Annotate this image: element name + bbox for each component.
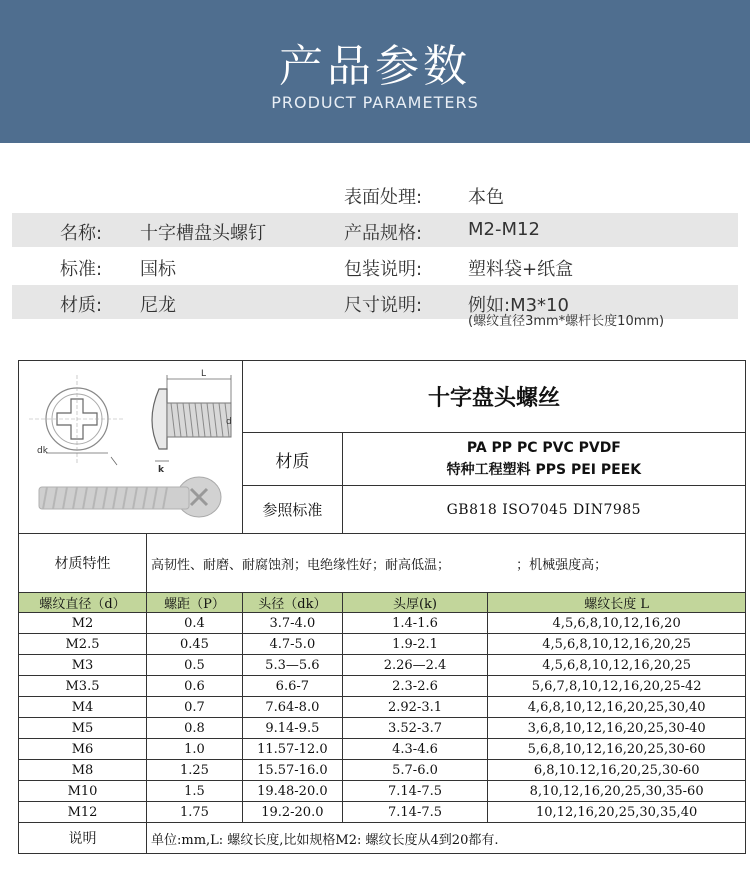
cell-p: 1.25 xyxy=(146,760,242,781)
cell-dk: 19.2-20.0 xyxy=(242,802,342,823)
cell-d: M12 xyxy=(19,802,147,823)
cell-l: 3,6,8,10,12,16,20,25,30-40 xyxy=(488,718,746,739)
cell-d: M3 xyxy=(19,655,147,676)
cell-d: M3.5 xyxy=(19,676,147,697)
material-line-2: 特种工程塑料 PPS PEI PEEK xyxy=(446,462,642,479)
param-key-material: 材质: xyxy=(60,295,103,316)
param-row-surface xyxy=(12,176,738,212)
banner xyxy=(0,0,750,143)
material-line-1: PA PP PC PVC PVDF xyxy=(466,440,621,457)
header-head-thickness: 头厚(k) xyxy=(342,593,488,613)
cell-d: M6 xyxy=(19,739,147,760)
l-label: L xyxy=(201,369,207,379)
param-value-size: 例如:M3*10 xyxy=(468,295,569,316)
cell-dk: 9.14-9.5 xyxy=(242,718,342,739)
cell-d: M2.5 xyxy=(19,634,147,655)
param-key-name: 名称: xyxy=(60,223,103,244)
params-list xyxy=(12,176,738,329)
cell-p: 1.75 xyxy=(146,802,242,823)
material-label: 材质 xyxy=(242,432,342,486)
size-note: (螺纹直径3mm*螺杆长度10mm) xyxy=(468,314,665,329)
table-row xyxy=(19,781,746,802)
table-row xyxy=(19,802,746,823)
cell-l: 8,10,12,16,20,25,30,35-60 xyxy=(488,781,746,802)
cell-d: M4 xyxy=(19,697,147,718)
cell-l: 4,5,6,8,10,12,16,20,25 xyxy=(488,655,746,676)
cell-dk: 15.57-16.0 xyxy=(242,760,342,781)
cell-d: M8 xyxy=(19,760,147,781)
dk-label: dk xyxy=(37,446,49,456)
cell-dk: 11.57-12.0 xyxy=(242,739,342,760)
page-title: 产品参数 xyxy=(279,41,471,92)
product-title: 十字盘头螺丝 xyxy=(242,361,745,433)
table-row xyxy=(19,676,746,697)
table-row xyxy=(19,655,746,676)
cell-k: 1.9-2.1 xyxy=(342,634,488,655)
cell-dk: 19.48-20.0 xyxy=(242,781,342,802)
cell-l: 4,5,6,8,10,12,16,20,25 xyxy=(488,634,746,655)
param-row-name xyxy=(12,212,738,248)
table-row xyxy=(19,634,746,655)
cell-p: 0.45 xyxy=(146,634,242,655)
param-key-size: 尺寸说明: xyxy=(344,295,423,316)
property-value: 高韧性、耐磨、耐腐蚀剂；电绝缘性好；耐高低温； ；机械强度高； xyxy=(146,534,745,593)
param-row-standard xyxy=(12,248,738,284)
footer-note: 单位:mm,L: 螺纹长度,比如规格M2: 螺纹长度从4到20都有. xyxy=(146,823,745,854)
cell-p: 1.0 xyxy=(146,739,242,760)
property-label: 材质特性 xyxy=(19,534,147,593)
cell-l: 4,5,6,8,10,12,16,20 xyxy=(488,613,746,634)
cell-p: 1.5 xyxy=(146,781,242,802)
table-row xyxy=(19,697,746,718)
table-row xyxy=(19,760,746,781)
param-value-spec: M2-M12 xyxy=(468,219,540,240)
cell-l: 6,8,10.12,16,20,25,30-60 xyxy=(488,760,746,781)
standard-label: 参照标准 xyxy=(242,486,342,534)
cell-k: 2.26—2.4 xyxy=(342,655,488,676)
d-label: d xyxy=(226,417,233,427)
k-label: k xyxy=(158,465,165,475)
param-value-surface: 本色 xyxy=(468,187,504,208)
cell-l: 4,6,8,10,12,16,20,25,30,40 xyxy=(488,697,746,718)
table-row xyxy=(19,718,746,739)
header-diameter: 螺纹直径（d） xyxy=(19,593,147,613)
standard-value: GB818 ISO7045 DIN7985 xyxy=(342,486,745,534)
cell-l: 5,6,7,8,10,12,16,20,25-42 xyxy=(488,676,746,697)
header-head-diameter: 头径（dk） xyxy=(242,593,342,613)
param-value-packaging: 塑料袋+纸盒 xyxy=(468,259,574,280)
cell-dk: 4.7-5.0 xyxy=(242,634,342,655)
page-subtitle: PRODUCT PARAMETERS xyxy=(271,93,479,112)
cell-k: 4.3-4.6 xyxy=(342,739,488,760)
table-row xyxy=(19,739,746,760)
table-row xyxy=(19,613,746,634)
header-thread-length: 螺纹长度 L xyxy=(488,593,746,613)
param-value-name: 十字槽盘头螺钉 xyxy=(140,223,266,244)
cell-d: M10 xyxy=(19,781,147,802)
cell-d: M5 xyxy=(19,718,147,739)
cell-p: 0.5 xyxy=(146,655,242,676)
cell-dk: 7.64-8.0 xyxy=(242,697,342,718)
cell-l: 5,6,8,10,12,16,20,25,30-60 xyxy=(488,739,746,760)
cell-k: 3.52-3.7 xyxy=(342,718,488,739)
param-key-packaging: 包装说明: xyxy=(344,259,423,280)
cell-p: 0.4 xyxy=(146,613,242,634)
cell-k: 1.4-1.6 xyxy=(342,613,488,634)
cell-k: 2.92-3.1 xyxy=(342,697,488,718)
param-key-spec: 产品规格: xyxy=(344,223,423,244)
cell-k: 7.14-7.5 xyxy=(342,781,488,802)
cell-p: 0.6 xyxy=(146,676,242,697)
header-pitch: 螺距（P） xyxy=(146,593,242,613)
table-header xyxy=(19,593,746,613)
cell-p: 0.7 xyxy=(146,697,242,718)
param-value-standard: 国标 xyxy=(140,259,176,280)
param-key-standard: 标准: xyxy=(60,259,103,280)
screw-diagram-icon xyxy=(19,361,241,529)
cell-l: 10,12,16,20,25,30,35,40 xyxy=(488,802,746,823)
param-value-material: 尼龙 xyxy=(140,295,176,316)
material-values xyxy=(342,432,745,486)
cell-dk: 5.3—5.6 xyxy=(242,655,342,676)
cell-d: M2 xyxy=(19,613,147,634)
cell-p: 0.8 xyxy=(146,718,242,739)
cell-k: 5.7-6.0 xyxy=(342,760,488,781)
cell-k: 2.3-2.6 xyxy=(342,676,488,697)
cell-dk: 6.6-7 xyxy=(242,676,342,697)
footer-label: 说明 xyxy=(19,823,147,854)
spec-table xyxy=(18,360,746,854)
screw-diagram xyxy=(19,361,243,534)
cell-dk: 3.7-4.0 xyxy=(242,613,342,634)
cell-k: 7.14-7.5 xyxy=(342,802,488,823)
param-key-surface: 表面处理: xyxy=(344,187,423,208)
